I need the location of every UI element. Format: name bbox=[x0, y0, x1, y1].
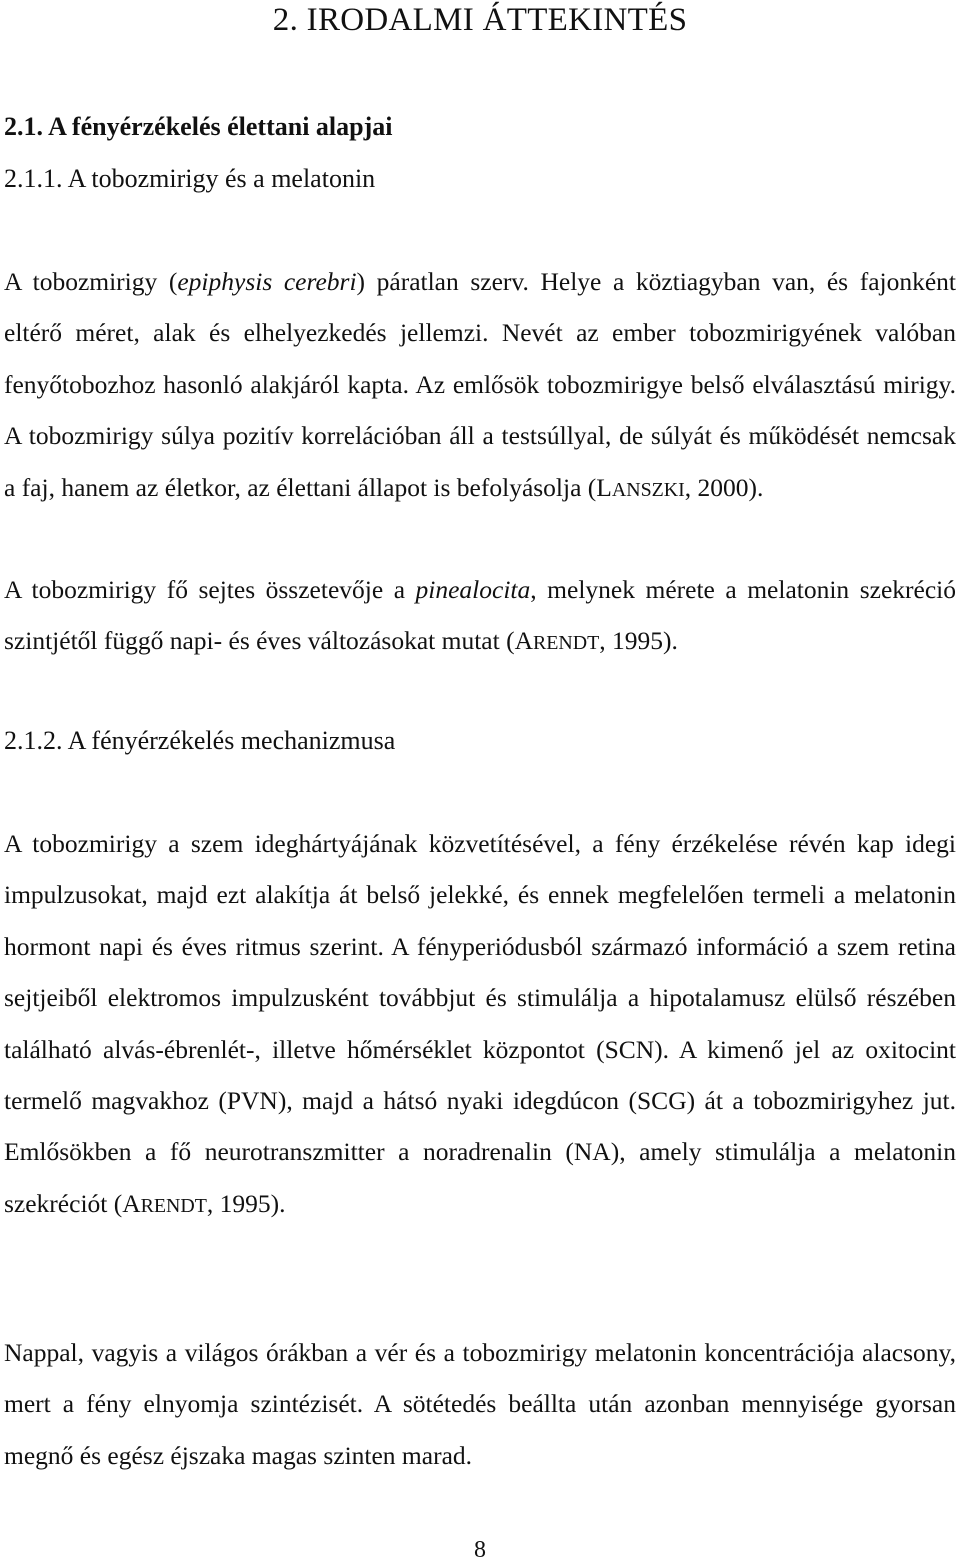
paragraph-text: , melynek mérete a melatonin szekréció szintjétől függő napi- és éves változásokat mutat ( bbox=[4, 575, 956, 656]
subsection-heading-2: 2.1.2. A fényérzékelés mechanizmusa bbox=[4, 726, 396, 755]
paragraph-text: A tobozmirigy a szem ideghártyájának közvetítésével, a fény érzékelése révén kap idegi impulzusokat, majd ezt alakítja át belső jelekké, és ennek megfelelően termeli a melatonin hormont napi és éves ritmus szerint. A fényperiódusból származó információ a szem retina sejtjeiből elektromos impulzusként továbbjut és stimulálja a hipotalamusz elülső részében található alvás-ébrenlét-, illetve hőmérséklet központot (SCN). A kimenő jel az oxitocint termelő magvakhoz (PVN), majd a hátsó nyaki idegdúcon (SCG) át a tobozmirigyhez jut. Emlősökben a fő neurotranszmitter a noradrenalin (NA), amely stimulálja a melatonin szekréciót ( bbox=[4, 829, 956, 1218]
paragraph-text: A tobozmirigy ( bbox=[4, 267, 178, 296]
citation-year: , 1995). bbox=[599, 626, 678, 656]
citation-year: , 2000). bbox=[684, 472, 764, 502]
paragraph-text: A tobozmirigy fő sejtes összetevője a bbox=[4, 575, 416, 604]
citation-author: ARENDT bbox=[122, 1188, 207, 1218]
page-number: 8 bbox=[474, 1537, 486, 1563]
subsection-heading-1: 2.1.1. A tobozmirigy és a melatonin bbox=[4, 164, 376, 193]
citation-author: ARENDT bbox=[514, 626, 600, 656]
citation-author: LANSZKI bbox=[596, 472, 685, 502]
paragraph-tobozmirigy-intro bbox=[4, 256, 956, 516]
paragraph-daylight: Nappal, vagyis a világos órákban a vér és a tobozmirigy melatonin koncentrációja alacsony, mert a fény elnyomja szintézisét. A sötétedés beállta után azonban mennyisége gyorsan megnő és egész éjszaka magas szinten marad. bbox=[4, 1338, 956, 1470]
citation-year: , 1995). bbox=[206, 1188, 286, 1218]
chapter-title: 2. IRODALMI ÁTTEKINTÉS bbox=[272, 2, 688, 38]
section-heading: 2.1. A fényérzékelés élettani alapjai bbox=[4, 112, 393, 141]
latin-term: pinealocita bbox=[415, 575, 531, 604]
latin-term: epiphysis cerebri bbox=[177, 267, 357, 296]
paragraph-mechanism bbox=[4, 818, 956, 1232]
paragraph-text: ) páratlan szerv. Helye a köztiagyban van, és fajonként eltérő méret, alak és elhelyezkedés jellemzi. Nevét az ember tobozmirigyének valóban fenyőtobozhoz hasonló alakjáról kapta. Az emlősök tobozmirigye belső elválasztású mirigy. A tobozmirigy súlya pozitív korrelációban áll a testsúllyal, de súlyát és működését nemcsak a faj, hanem az életkor, az élettani állapot is befolyásolja ( bbox=[4, 267, 956, 502]
paragraph-pinealocita bbox=[4, 564, 956, 670]
